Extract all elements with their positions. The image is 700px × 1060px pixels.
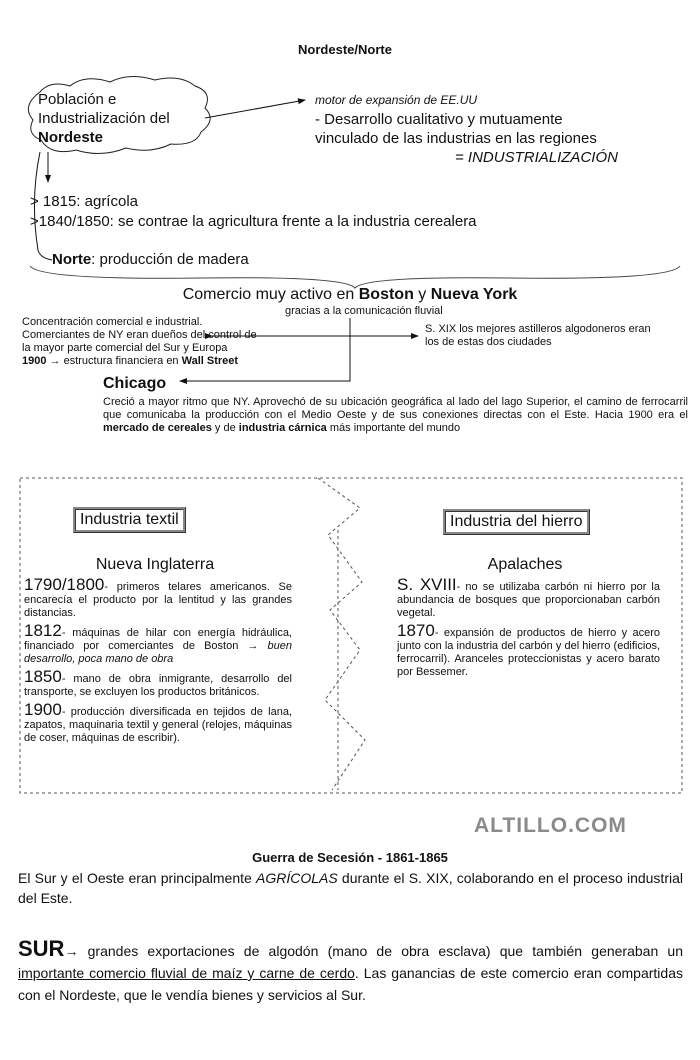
sur-paragraph [18,938,683,1006]
textil-item [24,621,292,666]
left-line: Concentración comercial e industrial. [22,316,203,328]
year: 1790/1800 [24,575,105,594]
text: - mano de obra inmigrante, desarrollo del transporte, se excluyen los productos británicos. [24,673,292,698]
italic: buen desarrollo, poca mano de obra [24,640,292,665]
norte-bold: Norte [52,251,92,268]
textil-region: Nueva Inglaterra [95,556,215,573]
boston: Boston [358,286,414,303]
p: . Las ganancias de este comercio eran compartidas con el Nordeste, que le vendía bienes y servicios al Sur. [18,965,683,1003]
text: - expansión de productos de hierro y acero junto con la industria del carbón y del hierro (edificios, ferrocarril). Aranceles proteccionistas y acero barato por Bessemer. [397,627,660,678]
timeline-1815: > 1815: agrícola [30,193,138,210]
hierro-item [397,575,660,620]
underline: importante comercio fluvial de maíz y carne de cerdo [18,965,355,981]
right-block [425,323,651,349]
b: mercado de cereales [103,422,212,434]
mid: → estructura financiera en [46,355,182,367]
comercio-sub: gracias a la comunicación fluvial [285,305,443,317]
b: industria cárnica [238,422,327,434]
text: - primeros telares americanos. Se encarecía el producto por la lentitud y las grandes distancias. [24,581,292,619]
comercio-heading [0,286,700,304]
left-line [22,355,257,368]
p: y de [211,422,239,434]
hierro-label: Industria del hierro [443,509,590,535]
page-title: Nordeste/Norte [298,42,392,57]
p: Creció a mayor ritmo que NY. Aprovechó de su ubicación geográfica al lado del lago Superior, el camino de ferrocarril que comunicaba la producción con el Medio Oeste y de sus conexiones directas con el Este. Hacia 1900 era el [103,396,688,421]
text: - máquinas de hilar con energía hidráulica, financiado por comerciantes de Boston → [24,627,292,652]
guerra-paragraph [18,868,683,908]
norte-line [52,250,249,269]
chicago-title: Chicago [103,375,167,392]
p: El Sur y el Oeste eran principalmente [18,870,256,886]
left-line: Comerciantes de NY eran dueños del control de [22,329,257,341]
cloud-line: Nordeste [38,129,104,146]
cloud-line: Industrialización del [38,110,170,127]
comercio-pre: Comercio muy activo en [182,286,359,303]
left-line: la mayor parte comercial del Sur y Europa [22,342,228,354]
arrow: → [64,943,79,959]
p: más importante del mundo [326,422,461,434]
right-line: S. XIX los mejores astilleros algodoneros eran [425,323,651,335]
hierro-item [397,621,660,679]
text: - no se utilizaba carbón ni hierro por la abundancia de bosques que proporcionaban carbón vegetal. [397,581,660,619]
guerra-title: Guerra de Secesión - 1861-1865 [252,850,448,865]
nueva-york: Nueva York [430,286,518,303]
text: - producción diversificada en tejidos de lana, zapatos, maquinaria textil y general (relojes, máquinas de coser, máquinas de escribir). [24,706,292,744]
textil-item [24,667,292,699]
i: AGRÍCOLAS [256,870,338,886]
hierro-region: Apalaches [487,556,563,573]
chicago-paragraph [103,396,688,435]
p: durante el S. XIX, colaborando en el proceso industrial del Este. [18,870,683,906]
p: grandes exportaciones de algodón (mano de obra esclava) que también generaban un [78,943,683,959]
textil-item [24,700,292,745]
brace [30,266,680,288]
cloud-line: Población e [38,91,117,108]
motor-line: - Desarrollo cualitativo y mutuamente [315,111,563,128]
year: 1900 [24,700,62,719]
right-line: los de estas dos ciudades [425,336,552,348]
motor-caption: motor de expansión de EE.UU [315,93,478,107]
year: 1812 [24,621,62,640]
sur-head: SUR [18,936,65,961]
hierro-items [397,575,660,679]
motor-line: vinculado de las industrias en las regiones [315,130,597,147]
left-block [22,316,257,368]
textil-item [24,575,292,620]
watermark-logo: ALTILLO.COM [474,814,627,837]
textil-label: Industria textil [73,507,186,533]
year: 1870 [397,621,435,640]
industrializacion: = INDUSTRIALIZACIÓN [455,149,618,166]
year: 1850 [24,667,62,686]
timeline-1840: >1840/1850: se contrae la agricultura frente a la industria cerealera [30,213,477,230]
year: S. XVIII [397,575,457,594]
textil-items [24,575,292,745]
norte-rest: : producción de madera [91,251,249,268]
cloud-text [38,90,170,147]
comercio-y: y [413,286,431,303]
zigzag-divider [318,478,365,790]
year-1900: 1900 [22,355,47,367]
wall-street: Wall Street [181,355,239,367]
